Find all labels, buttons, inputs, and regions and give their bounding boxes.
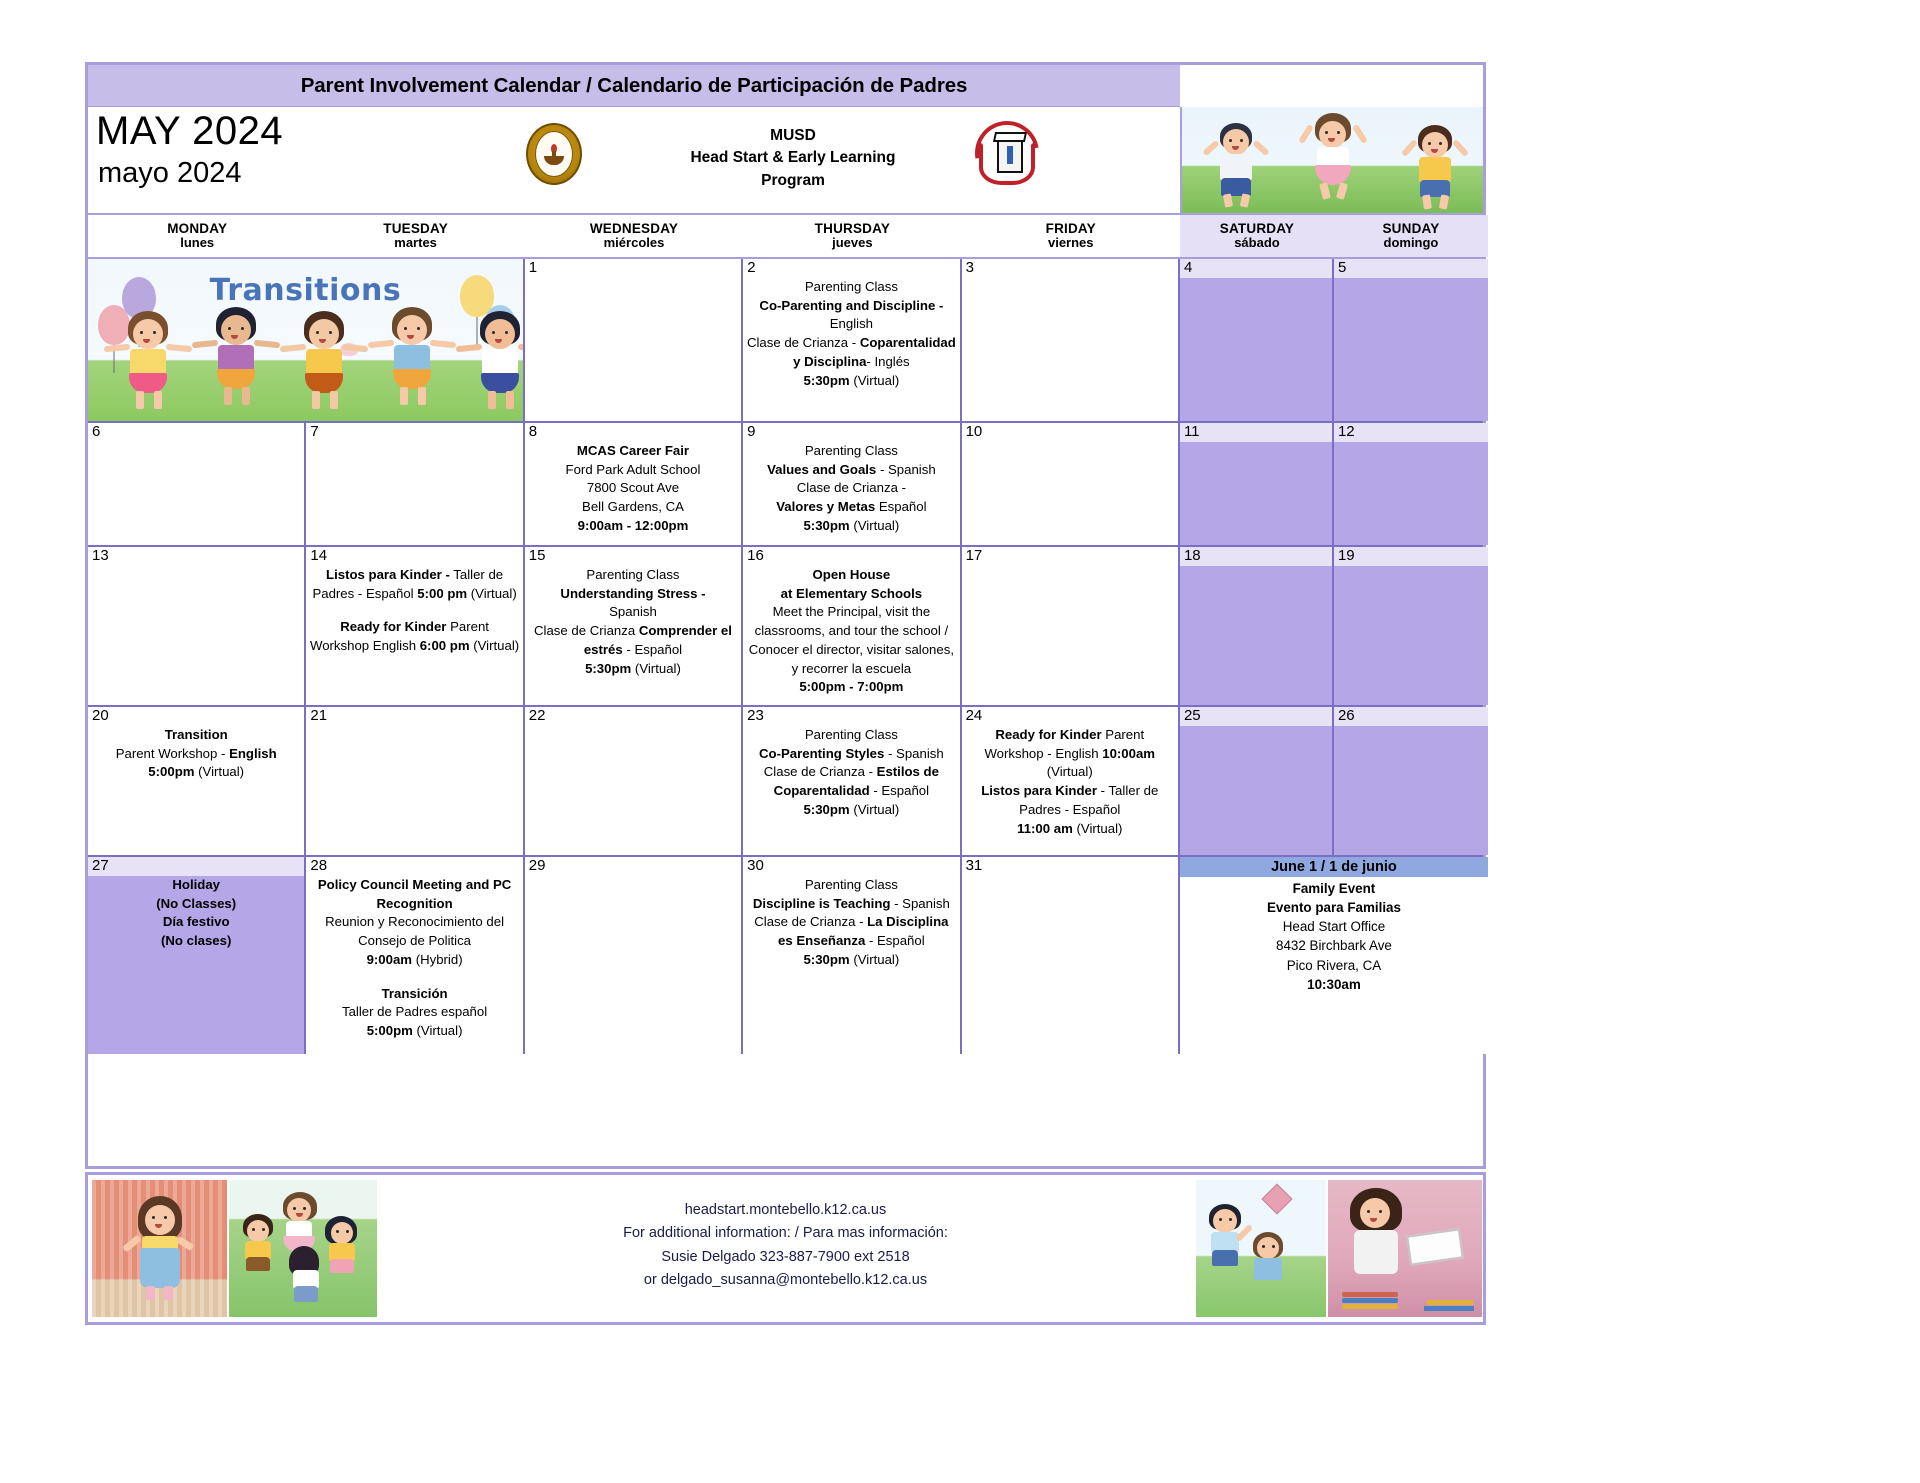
org-line-1: MUSD — [770, 127, 816, 144]
day-events: Parenting Class Discipline is Teaching - Spanish Clase de Crianza - La Disciplina es Enseñanza - Español 5:30pm (Virtual) — [752, 877, 950, 967]
weekend-date-bar — [1334, 547, 1488, 566]
day-number: 14 — [310, 547, 328, 564]
day-number: 6 — [92, 423, 101, 440]
calendar-day-cell-weekend[interactable] — [1334, 423, 1488, 545]
org-line-2: Head Start & Early Learning — [690, 149, 896, 167]
weekend-date-bar — [1334, 423, 1488, 442]
calendar-day-cell[interactable] — [525, 547, 743, 705]
day-events: Parenting Class Understanding Stress - Spanish Clase de Crianza Comprender el estrés - Español 5:30pm (Virtual) — [534, 567, 732, 676]
weekday-label-en: SATURDAY — [1219, 220, 1295, 236]
weekday-label-es: miércoles — [603, 235, 665, 251]
weekend-date-bar — [1180, 259, 1332, 278]
weekday-header-wednesday — [525, 215, 743, 257]
weekend-fill — [1334, 442, 1488, 545]
weekend-fill — [1334, 278, 1488, 421]
transitions-banner-image — [88, 259, 523, 421]
footer-image-kite — [1196, 1180, 1326, 1317]
day-events: MCAS Career Fair Ford Park Adult School 7800 Scout Ave Bell Gardens, CA 9:00am - 12:00pm — [565, 443, 701, 533]
day-number: 24 — [965, 707, 983, 724]
calendar-day-cell[interactable] — [88, 423, 306, 545]
weekend-date-bar — [1334, 707, 1488, 726]
calendar-frame — [85, 62, 1486, 1169]
weekday-label-en: FRIDAY — [1045, 220, 1096, 236]
calendar-day-cell-weekend[interactable] — [1180, 707, 1334, 855]
weekday-header-sunday — [1334, 215, 1488, 257]
day-number: 20 — [92, 707, 109, 724]
footer-image-reading — [1328, 1180, 1482, 1317]
day-number: 2 — [747, 259, 756, 276]
day-events: Ready for Kinder Parent Workshop - English 10:00am (Virtual) Listos para Kinder - Taller de Padres - Español 11:00 am (Virtual) — [981, 727, 1159, 836]
weekend-date-bar — [1180, 547, 1332, 566]
weekday-label-es: lunes — [180, 235, 215, 251]
transitions-label: Transitions — [209, 273, 402, 308]
weekend-fill — [1180, 726, 1332, 855]
kid-figure — [118, 311, 180, 419]
transitions-banner-cell — [88, 259, 525, 421]
day-number: 22 — [528, 707, 546, 724]
calendar-day-cell[interactable] — [306, 707, 524, 855]
day-events: Open House at Elementary Schools Meet the Principal, visit the classrooms, and tour the school / Conocer el director, visitar salones, y recorrer la escuela 5:00pm - 7:00pm — [748, 567, 954, 695]
open-book-icon — [1406, 1228, 1464, 1265]
calendar-day-cell-weekend[interactable] — [1180, 547, 1334, 705]
weekday-label-es: viernes — [1047, 235, 1094, 251]
june-event-heading: June 1 / 1 de junio — [1180, 857, 1488, 877]
weekend-date-bar — [1180, 707, 1332, 726]
day-number: 11 — [1183, 423, 1200, 440]
calendar-day-cell[interactable] — [962, 707, 1180, 855]
kid-figure — [1346, 1188, 1410, 1298]
day-number: 5 — [1337, 259, 1347, 276]
calendar-day-cell[interactable] — [743, 547, 961, 705]
district-seal-icon — [526, 123, 582, 185]
weekday-label-es: domingo — [1383, 235, 1439, 251]
calendar-day-cell[interactable] — [743, 707, 961, 855]
day-number: 12 — [1337, 423, 1355, 440]
weekday-header-thursday — [743, 215, 961, 257]
calendar-day-cell-weekend[interactable] — [1334, 707, 1488, 855]
kid-figure — [206, 307, 268, 415]
title-row — [88, 65, 1483, 107]
kid-figure — [1248, 1232, 1290, 1302]
day-number: 1 — [528, 259, 538, 276]
calendar-day-cell-weekend[interactable] — [1334, 259, 1488, 421]
header-children-image — [1180, 107, 1483, 213]
june-first-event-cell[interactable] — [1180, 857, 1488, 1054]
day-number: 29 — [528, 857, 546, 874]
calendar-day-cell[interactable] — [962, 547, 1180, 705]
kid-figure — [1204, 1204, 1250, 1284]
weekday-label-es: martes — [394, 235, 437, 251]
weekend-fill — [1180, 566, 1332, 705]
calendar-day-cell[interactable] — [743, 857, 961, 1054]
month-title-spanish: mayo 2024 — [98, 157, 242, 189]
day-number: 15 — [528, 547, 546, 564]
weekday-header-monday — [88, 215, 306, 257]
kite-icon — [1261, 1183, 1292, 1214]
day-number: 26 — [1337, 707, 1355, 724]
day-number: 8 — [528, 423, 538, 440]
day-number: 7 — [310, 423, 319, 440]
weekday-label-en: WEDNESDAY — [589, 220, 679, 236]
kid-figure — [294, 311, 356, 419]
calendar-grid — [88, 259, 1483, 1054]
weekend-fill — [1334, 726, 1488, 855]
kid-figure — [1406, 125, 1464, 211]
month-title-english: MAY 2024 — [96, 109, 284, 153]
day-number: 25 — [1183, 707, 1201, 724]
holiday-date-bar — [88, 857, 304, 876]
weekday-label-es: jueves — [832, 235, 873, 251]
calendar-week-row — [88, 423, 1483, 547]
page-title: Parent Involvement Calendar / Calendario de Participación de Padres — [300, 73, 968, 97]
calendar-day-cell[interactable] — [525, 707, 743, 855]
calendar-day-cell[interactable] — [88, 707, 306, 855]
calendar-day-cell[interactable] — [306, 547, 524, 705]
day-number: 17 — [965, 547, 983, 564]
day-number: 18 — [1183, 547, 1201, 564]
day-number: 31 — [965, 857, 983, 874]
weekday-label-en: TUESDAY — [383, 220, 448, 236]
weekday-header-row — [88, 215, 1483, 259]
org-line-3: Program — [761, 171, 825, 189]
kid-figure — [382, 307, 444, 415]
day-number: 23 — [747, 707, 764, 724]
weekday-label-en: MONDAY — [167, 220, 228, 236]
footer-email: or delgado_susanna@montebello.k12.ca.us — [643, 1272, 928, 1289]
masthead-left — [88, 107, 1180, 213]
calendar-footer — [85, 1172, 1486, 1325]
calendar-week-row — [88, 707, 1483, 857]
day-number: 4 — [1183, 259, 1193, 276]
book-stack-icon-2 — [1424, 1293, 1474, 1311]
calendar-day-cell-weekend[interactable] — [1180, 259, 1334, 421]
kid-figure — [1208, 123, 1264, 209]
kid-figure — [470, 311, 523, 419]
weekend-date-bar — [1334, 259, 1488, 278]
calendar-day-cell[interactable] — [306, 423, 524, 545]
weekend-fill — [1180, 278, 1332, 421]
day-events: Holiday (No Classes) Día festivo (No clases) — [156, 877, 237, 949]
weekday-label-es: sábado — [1234, 235, 1280, 251]
day-events: Transition Parent Workshop - English 5:00pm (Virtual) — [115, 727, 277, 780]
calendar-week-row — [88, 547, 1483, 707]
calendar-day-cell-weekend[interactable] — [1334, 547, 1488, 705]
calendar-day-cell[interactable] — [962, 423, 1180, 545]
calendar-day-cell[interactable] — [962, 259, 1180, 421]
day-number: 19 — [1337, 547, 1355, 564]
day-events: Policy Council Meeting and PC Recognition Reunion y Reconocimiento del Consejo de Politica 9:00am (Hybrid) Transición Taller de Padres español 5:00pm (Virtual) — [317, 877, 512, 1039]
day-number: 27 — [92, 857, 109, 874]
day-number: 28 — [310, 857, 328, 874]
calendar-week-row — [88, 259, 1483, 423]
book-logo-icon — [973, 119, 1045, 189]
day-number: 9 — [747, 423, 756, 440]
june-event-details: Family Event Evento para Familias Head Start Office 8432 Birchbark Ave Pico Rivera, CA 10:30am — [1266, 881, 1401, 992]
calendar-day-cell-holiday[interactable] — [88, 857, 306, 1054]
calendar-day-cell[interactable] — [525, 259, 743, 421]
footer-contact-name-phone: Susie Delgado 323-887-7900 ext 2518 — [661, 1248, 910, 1265]
day-number: 16 — [747, 547, 764, 564]
calendar-day-cell[interactable] — [962, 857, 1180, 1054]
calendar-day-cell[interactable] — [306, 857, 524, 1054]
day-number: 30 — [747, 857, 764, 874]
footer-website: headstart.montebello.k12.ca.us — [684, 1202, 887, 1218]
day-events: Listos para Kinder - Taller de Padres - Español 5:00 pm (Virtual) Ready for Kinder Parent Workshop English 6:00 pm (Virtual) — [310, 567, 520, 654]
calendar-week-row — [88, 857, 1483, 1054]
calendar-day-cell-weekend[interactable] — [1180, 423, 1334, 545]
weekday-header-friday — [962, 215, 1180, 257]
program-name — [633, 125, 953, 192]
weekend-date-bar — [1180, 423, 1332, 442]
day-number: 3 — [965, 259, 974, 276]
weekend-fill — [1180, 442, 1332, 545]
weekday-header-tuesday — [306, 215, 524, 257]
weekday-label-en: SUNDAY — [1382, 220, 1440, 236]
day-number: 21 — [310, 707, 328, 724]
calendar-day-cell[interactable] — [743, 259, 961, 421]
day-number: 10 — [965, 423, 983, 440]
masthead — [88, 107, 1483, 215]
calendar-day-cell[interactable] — [525, 857, 743, 1054]
calendar-day-cell[interactable] — [88, 547, 306, 705]
calendar-day-cell[interactable] — [743, 423, 961, 545]
day-events: Parenting Class Co-Parenting and Discipline - English Clase de Crianza - Coparentalidad y Disciplina- Inglés 5:30pm (Virtual) — [746, 279, 956, 388]
day-events: Parenting Class Values and Goals - Spanish Clase de Crianza - Valores y Metas Español 5:30pm (Virtual) — [767, 443, 936, 533]
day-number: 13 — [92, 547, 109, 564]
book-stack-icon — [1342, 1293, 1398, 1309]
weekend-fill — [1334, 566, 1488, 705]
footer-info-label: For additional information: / Para mas información: — [623, 1225, 948, 1242]
calendar-day-cell[interactable] — [525, 423, 743, 545]
weekday-label-en: THURSDAY — [814, 220, 891, 236]
day-events: Parenting Class Co-Parenting Styles - Spanish Clase de Crianza - Estilos de Coparentalidad - Español 5:30pm (Virtual) — [759, 727, 944, 817]
weekday-header-saturday — [1180, 215, 1334, 257]
kid-figure — [1304, 113, 1362, 205]
title-banner — [88, 65, 1180, 107]
